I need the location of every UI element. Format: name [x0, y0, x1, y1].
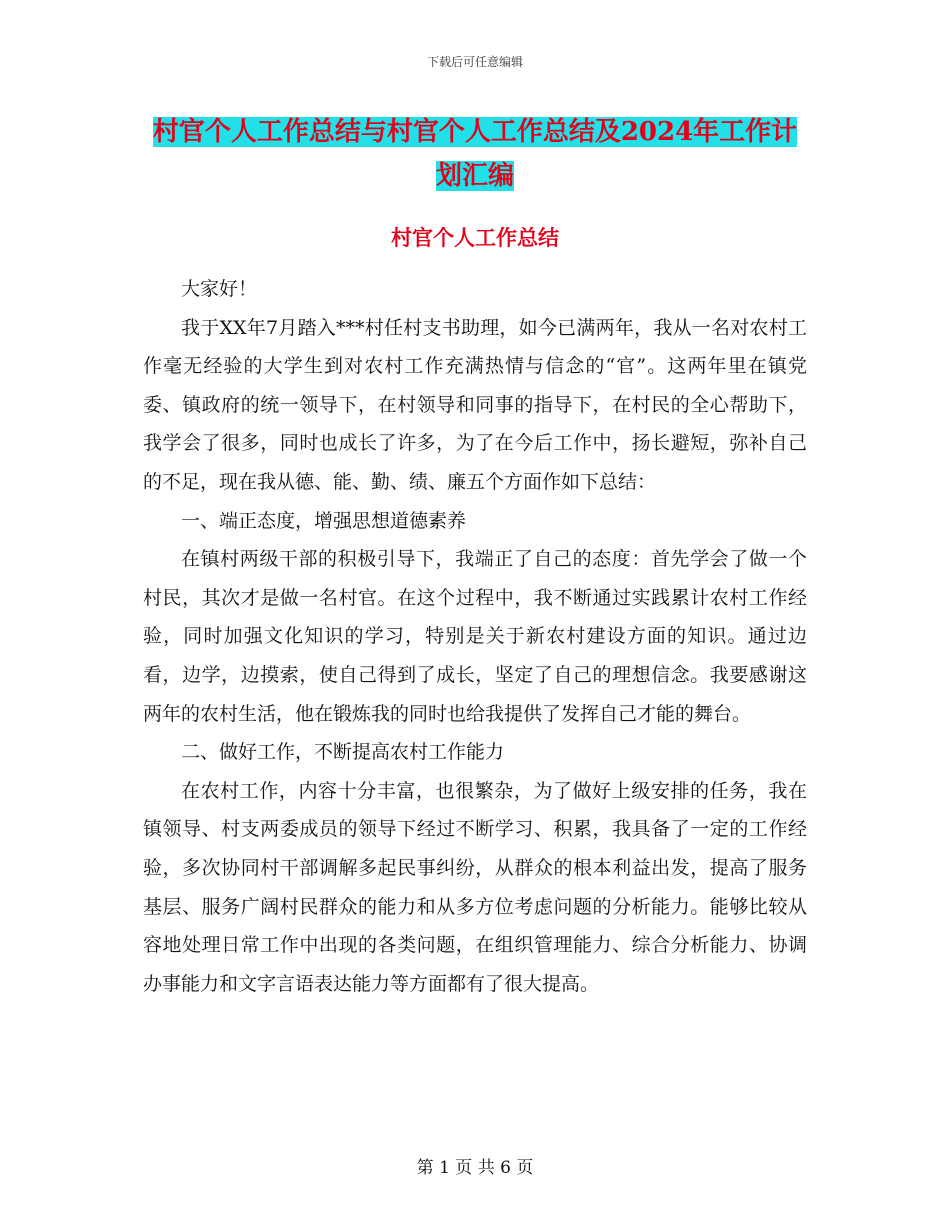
paragraph-1: 在镇村两级干部的积极引导下，我端正了自己的态度：首先学会了做一个村民，其次才是做一名村官。在这个过程中，我不断通过实践累计农村工作经验，同时加强文化知识的学习，特别是关于新农村建设方面的知识。通过边看，边学，边摸索，使自己得到了成长，坚定了自己的理想信念。我要感谢这两年的农村生活，他在锻炼我的同时也给我提供了发挥自己才能的舞台。	[143, 548, 807, 725]
paragraph-2: 在农村工作，内容十分丰富，也很繁杂，为了做好上级安排的任务，我在镇领导、村支两委成员的领导下经过不断学习、积累，我具备了一定的工作经验，多次协同村干部调解多起民事纠纷，从群众的根本利益出发，提高了服务基层、服务广阔村民群众的能力和从多方位考虑问题的分析能力。能够比较从容地处理日常工作中出现的各类问题，在组织管理能力、综合分析能力、协调办事能力和文字言语表达能力等方面都有了很大提高。	[143, 779, 807, 995]
document-body	[143, 270, 807, 1003]
heading-2: 二、做好工作，不断提高农村工作能力	[181, 741, 505, 764]
greeting-paragraph: 大家好！	[181, 278, 258, 300]
document-title	[150, 110, 800, 198]
heading-1: 一、端正态度，增强思想道德素养	[181, 509, 467, 532]
header-note: 下载后可任意编辑	[426, 55, 523, 69]
document-title-text: 村官个人工作总结与村官个人工作总结及2024年工作计划汇编	[152, 117, 798, 191]
page-footer: 第 1 页 共 6 页	[416, 1158, 534, 1178]
intro-paragraph: 我于XX年7月踏入***村任村支书助理，如今已满两年，我从一名对农村工作毫无经验的大学生到对农村工作充满热情与信念的“官”。这两年里在镇党委、镇政府的统一领导下，在村领导和同事的指导下，在村民的全心帮助下，我学会了很多，同时也成长了许多，为了在今后工作中，扬长避短，弥补自己的不足，现在我从德、能、勤、绩、廉五个方面作如下总结：	[143, 316, 807, 493]
section-title: 村官个人工作总结	[391, 225, 559, 250]
